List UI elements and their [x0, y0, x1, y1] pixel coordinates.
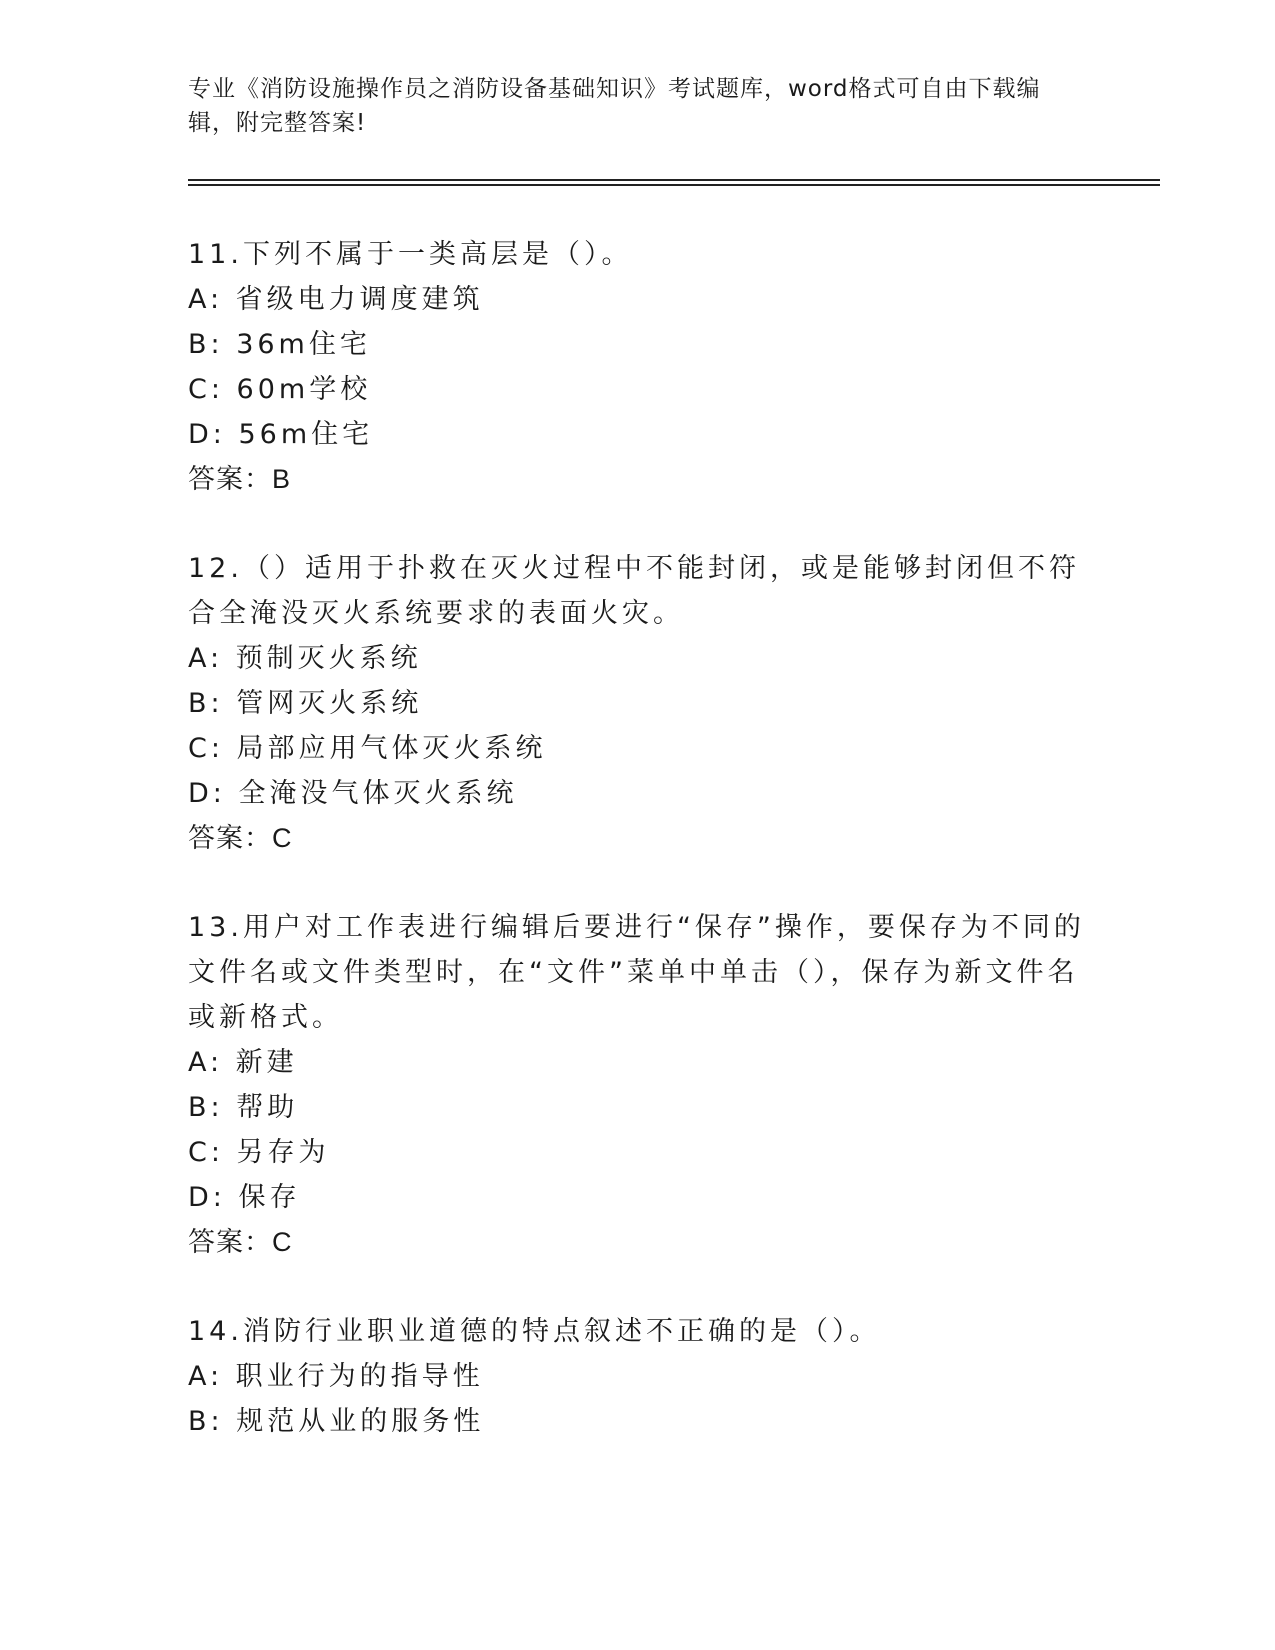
question-stem: 13.用户对工作表进行编辑后要进行“保存”操作，要保存为不同的文件名或文件类型时，在“文件”菜单中单击（），保存为新文件名或新格式。 — [188, 912, 1085, 1033]
answer-line — [188, 816, 1088, 861]
option-a: A: 职业行为的指导性 — [188, 1361, 484, 1392]
option-b: B: 帮助 — [188, 1092, 299, 1123]
option-b: B: 36m住宅 — [188, 329, 371, 360]
question-11 — [188, 232, 1088, 502]
question-14 — [188, 1309, 1088, 1444]
header-divider-top — [188, 179, 1160, 181]
option-a: A: 省级电力调度建筑 — [188, 284, 484, 315]
question-12 — [188, 546, 1088, 861]
question-13 — [188, 905, 1088, 1265]
option-c: C: 60m学校 — [188, 374, 372, 405]
option-a: A: 新建 — [188, 1047, 298, 1078]
answer-label: 答案： — [188, 464, 272, 495]
answer-value: C — [272, 1227, 293, 1257]
question-stem: 14.消防行业职业道德的特点叙述不正确的是（）。 — [188, 1316, 881, 1347]
option-b: B: 规范从业的服务性 — [188, 1406, 485, 1437]
question-stem: 12.（）适用于扑救在灭火过程中不能封闭，或是能够封闭但不符合全淹没灭火系统要求的表面火灾。 — [188, 553, 1080, 629]
answer-label: 答案： — [188, 823, 272, 854]
option-d: D: 全淹没气体灭火系统 — [188, 778, 518, 809]
header-divider-bottom — [188, 184, 1160, 186]
answer-value: B — [272, 464, 292, 494]
answer-label: 答案： — [188, 1227, 272, 1258]
question-stem: 11.下列不属于一类高层是（）。 — [188, 239, 633, 270]
option-d: D: 56m住宅 — [188, 419, 374, 450]
option-c: C: 局部应用气体灭火系统 — [188, 733, 547, 764]
answer-value: C — [272, 823, 293, 853]
option-b: B: 管网灭火系统 — [188, 688, 423, 719]
document-header: 专业《消防设施操作员之消防设备基础知识》考试题库，word格式可自由下载编辑，附完整答案! — [188, 76, 1041, 136]
option-a: A: 预制灭火系统 — [188, 643, 422, 674]
question-list — [188, 232, 1088, 1488]
answer-line — [188, 1220, 1088, 1265]
option-d: D: 保存 — [188, 1182, 301, 1213]
answer-line — [188, 457, 1088, 502]
option-c: C: 另存为 — [188, 1137, 330, 1168]
